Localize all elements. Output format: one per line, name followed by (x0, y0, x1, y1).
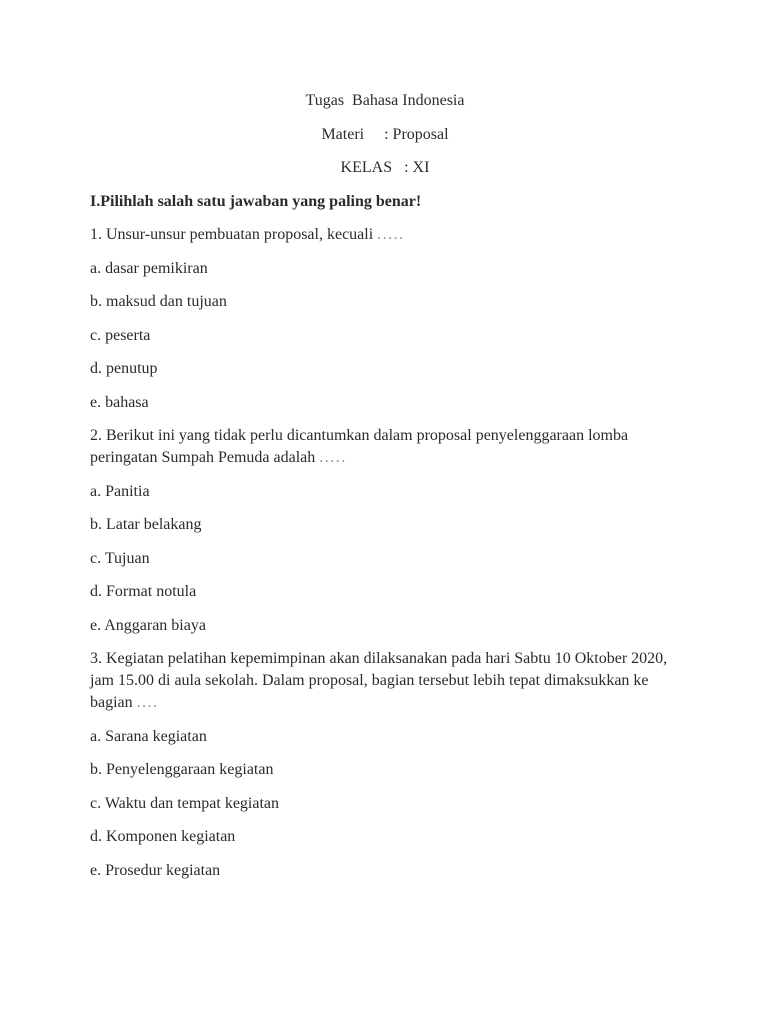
question-3-text: 3. Kegiatan pelatihan kepemimpinan akan dilaksanakan pada hari Sabtu 10 Oktober 2020, jam 15.00 di aula sekolah. Dalam proposal, bagian tersebut lebih tepat dimaksukkan ke bagian (90, 650, 672, 711)
question-1-dot-leader: ..... (377, 226, 405, 243)
question-1-text: 1. Unsur-unsur pembuatan proposal, kecuali (90, 226, 378, 243)
question-3 (90, 648, 680, 714)
page-title: Tugas Bahasa Indonesia (305, 92, 465, 109)
question-1-option-b: b. maksud dan tujuan (90, 293, 227, 310)
question-3-option-a: a. Sarana kegiatan (90, 727, 207, 745)
question-2-option-d: d. Format notula (90, 583, 197, 600)
question-3-option-c: c. Waktu dan tempat kegiatan (90, 794, 280, 812)
question-2-option-e: e. Anggaran biaya (90, 616, 206, 634)
question-3-option-d: d. Komponen kegiatan (90, 828, 236, 845)
question-2-option-c: c. Tujuan (90, 549, 150, 567)
subject-line: Materi : Proposal (321, 125, 449, 143)
question-3-option-b: b. Penyelenggaraan kegiatan (90, 761, 274, 778)
question-2-option-b: b. Latar belakang (90, 516, 202, 533)
question-3-option-e: e. Prosedur kegiatan (90, 861, 221, 879)
question-2-text: 2. Berikut ini yang tidak perlu dicantumkan dalam proposal penyelenggaraan lomba peringatan Sumpah Pemuda adalah (90, 427, 633, 466)
question-2-option-a: a. Panitia (90, 482, 150, 500)
question-1-option-c: c. peserta (90, 326, 151, 344)
question-2-dot-leader: ..... (319, 449, 347, 466)
class-line: KELAS : XI (340, 159, 430, 176)
question-1-option-d: d. penutup (90, 360, 158, 377)
question-1-option-e: e. bahasa (90, 393, 149, 411)
question-1-option-a: a. dasar pemikiran (90, 259, 208, 277)
question-3-dot-leader: .... (136, 694, 159, 711)
section-instruction: I.Pilihlah salah satu jawaban yang paling benar! (90, 192, 422, 210)
question-2 (90, 425, 680, 469)
question-1 (90, 224, 680, 246)
